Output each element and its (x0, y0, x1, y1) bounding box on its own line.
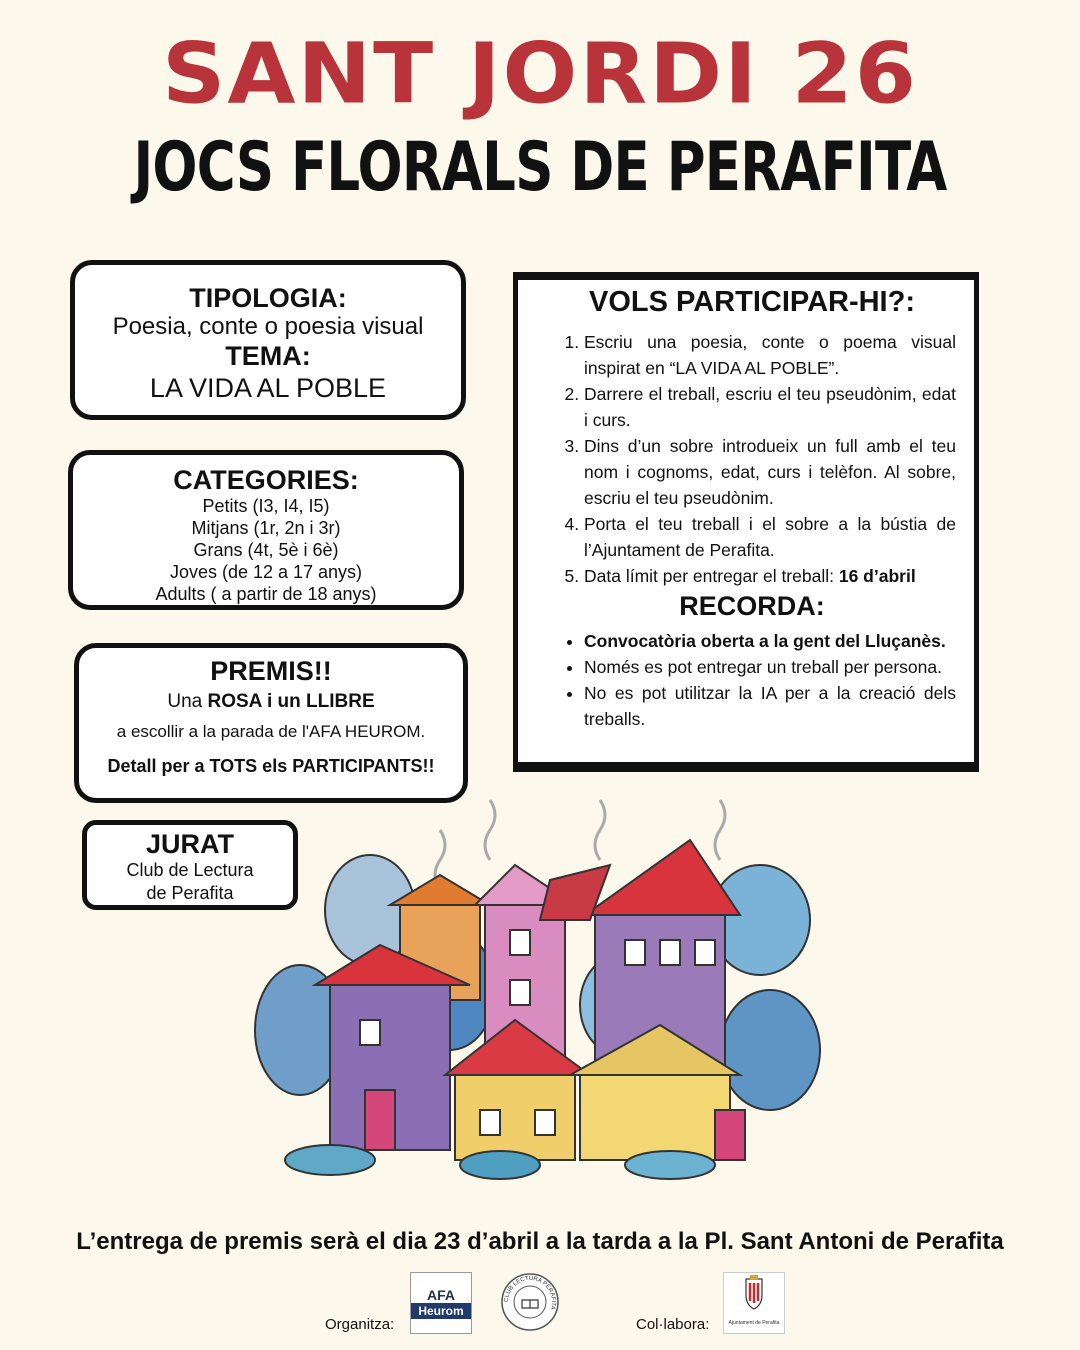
village-illustration (250, 780, 870, 1180)
subtitle: JOCS FLORALS DE PERAFITA (133, 128, 947, 207)
tema-heading: TEMA: (225, 341, 311, 371)
recorda-heading: RECORDA: (679, 591, 825, 621)
category-item: Petits (I3, I4, I5) (202, 496, 330, 516)
jurat-line1: Club de Lectura (126, 860, 254, 880)
afa-heurom-logo (410, 1272, 472, 1334)
window (360, 1020, 380, 1045)
main-title: SANT JORDI 26 (162, 24, 918, 123)
category-item: Grans (4t, 5è i 6è) (193, 540, 339, 560)
tree (720, 990, 820, 1110)
tipologia-box (70, 260, 466, 420)
afa-logo-line1: AFA (427, 1287, 455, 1303)
house (580, 1070, 730, 1160)
window (660, 940, 680, 965)
category-item: Adults ( a partir de 18 anys) (155, 584, 377, 604)
bush (460, 1151, 540, 1179)
ajuntament-logo-text: Ajuntament de Perafita (728, 1320, 780, 1326)
shield-icon (724, 1273, 784, 1313)
footer-text: L’entrega de premis serà el dia 23 d’abril a la tarda a la Pl. Sant Antoni de Perafita (76, 1228, 1004, 1255)
participar-box (513, 272, 979, 772)
jurat-heading: JURAT (145, 829, 234, 859)
step-item: 2. Darrere el treball, escriu el teu pseudònim, edat i curs. (584, 381, 956, 433)
recorda-item (584, 628, 956, 654)
tipologia-heading: TIPOLOGIA: (189, 283, 347, 313)
recorda-list (558, 628, 956, 732)
step-item: 3. Dins d’un sobre introdueix un full amb el teu nom i cognoms, edat, curs i telèfon. Al sobre, escriu el teu pseudònim. (584, 433, 956, 511)
categories-heading: CATEGORIES: (173, 465, 359, 495)
col-labora-label: Col·labora: (636, 1316, 710, 1333)
tema-value: LA VIDA AL POBLE (149, 373, 387, 403)
afa-logo-line2: Heurom (411, 1303, 471, 1319)
premis-box (74, 643, 468, 803)
window (510, 980, 530, 1005)
smoke-swirl (595, 800, 605, 860)
steps-list (558, 329, 956, 589)
step5-text: Data límit per entregar el treball: (584, 566, 839, 586)
club-logo-text: CLUB LECTURA PERAFITA (503, 1275, 557, 1311)
recorda-item: • Només es pot entregar un treball per persona. (584, 654, 956, 680)
window (695, 940, 715, 965)
deadline: 16 d’abril (838, 566, 916, 586)
participar-heading: VOLS PARTICIPAR-HI?: (589, 286, 915, 318)
door (715, 1110, 745, 1160)
smoke-swirl (485, 800, 495, 860)
club-lectura-logo (500, 1272, 560, 1332)
step-item: 4. Porta el teu treball i el sobre a la bústia de l’Ajuntament de Perafita. (584, 511, 956, 563)
bush (625, 1151, 715, 1179)
jurat-line2: de Perafita (146, 883, 234, 903)
premis-line1 (79, 686, 463, 718)
ajuntament-logo (723, 1272, 785, 1334)
recorda-item: • No es pot utilitzar la IA per a la creació dels treballs. (584, 680, 956, 732)
step-item (584, 563, 956, 589)
premis-line2: a escollir a la parada de l'AFA HEUROM. (116, 722, 426, 741)
premis-line3: Detall per a TOTS els PARTICIPANTS!! (107, 756, 435, 776)
organitza-label: Organitza: (325, 1316, 395, 1333)
window (480, 1110, 500, 1135)
tipologia-value: Poesia, conte o poesia visual (112, 313, 424, 340)
step-item: 1. Escriu una poesia, conte o poema visual inspirat en “LA VIDA AL POBLE”. (584, 329, 956, 381)
bush (285, 1145, 375, 1175)
recorda-item1-bold: Convocatòria oberta a la gent del Lluçanès. (584, 631, 946, 651)
premis-line1-text: Una (167, 691, 208, 712)
window (535, 1110, 555, 1135)
category-item: Joves (de 12 a 17 anys) (169, 562, 363, 582)
house (455, 1070, 575, 1160)
window (625, 940, 645, 965)
smoke-swirl (715, 800, 725, 860)
categories-box (68, 450, 464, 610)
premis-heading: PREMIS!! (210, 656, 332, 686)
door (365, 1090, 395, 1150)
premis-line1-bold: ROSA i un LLIBRE (207, 691, 375, 712)
category-item: Mitjans (1r, 2n i 3r) (191, 518, 341, 538)
window (510, 930, 530, 955)
